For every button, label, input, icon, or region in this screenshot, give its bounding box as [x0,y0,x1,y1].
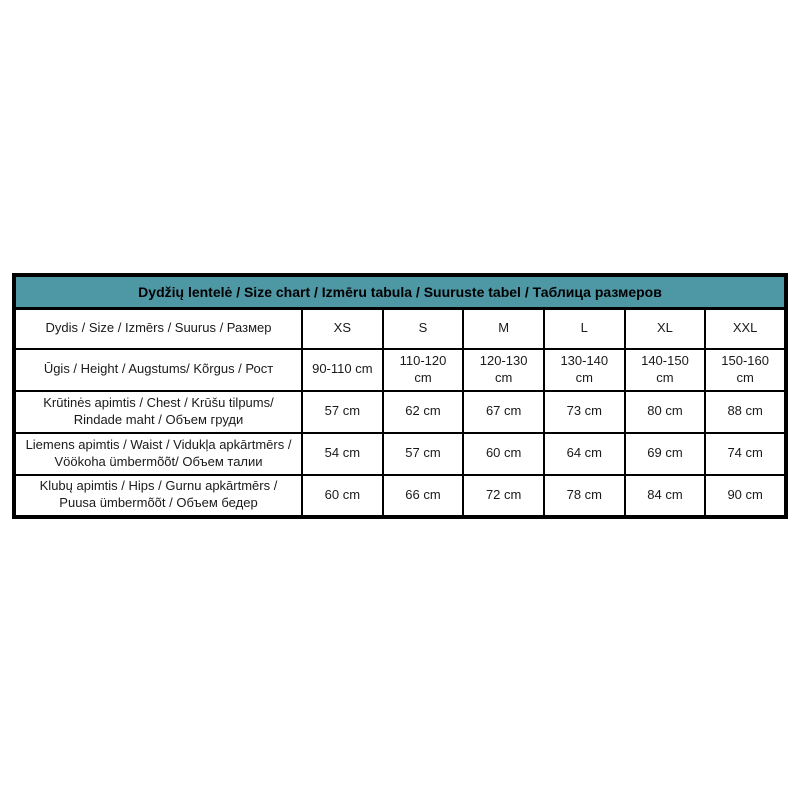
row-label-hips: Klubų apimtis / Hips / Gurnu apkārtmērs / Puusa ümbermõõt / Объем бедер [14,475,302,517]
row-label-height: Ūgis / Height / Augstums/ Kõrgus / Рост [14,349,302,391]
value-cell: 78 cm [544,475,625,517]
table-row-hips [14,475,786,517]
size-cell-xs: XS [302,309,383,349]
value-cell: 140-150 cm [625,349,706,391]
size-cell-xxl: XXL [705,309,786,349]
size-cell-xl: XL [625,309,706,349]
table-row-sizes [14,309,786,349]
value-cell: 69 cm [625,433,706,475]
value-cell: 74 cm [705,433,786,475]
size-chart [12,273,788,519]
table-row-waist [14,433,786,475]
size-cell-m: M [463,309,544,349]
value-cell: 54 cm [302,433,383,475]
value-cell: 62 cm [383,391,464,433]
size-cell-l: L [544,309,625,349]
value-cell: 67 cm [463,391,544,433]
table-row-chest [14,391,786,433]
value-cell: 110-120 cm [383,349,464,391]
value-cell: 57 cm [383,433,464,475]
table-title-row [14,275,786,309]
value-cell: 80 cm [625,391,706,433]
row-label-size: Dydis / Size / Izmērs / Suurus / Размер [14,309,302,349]
value-cell: 120-130 cm [463,349,544,391]
value-cell: 72 cm [463,475,544,517]
size-chart-table [12,273,788,519]
row-label-chest: Krūtinės apimtis / Chest / Krūšu tilpums/ Rindade maht / Объем груди [14,391,302,433]
value-cell: 84 cm [625,475,706,517]
value-cell: 130-140 cm [544,349,625,391]
value-cell: 64 cm [544,433,625,475]
value-cell: 60 cm [302,475,383,517]
value-cell: 73 cm [544,391,625,433]
value-cell: 57 cm [302,391,383,433]
value-cell: 150-160 cm [705,349,786,391]
value-cell: 90-110 cm [302,349,383,391]
size-cell-s: S [383,309,464,349]
table-title: Dydžių lentelė / Size chart / Izmēru tabula / Suuruste tabel / Таблица размеров [14,275,786,309]
value-cell: 66 cm [383,475,464,517]
value-cell: 90 cm [705,475,786,517]
table-row-height [14,349,786,391]
value-cell: 60 cm [463,433,544,475]
value-cell: 88 cm [705,391,786,433]
row-label-waist: Liemens apimtis / Waist / Vidukļa apkārtmērs / Vöökoha ümbermõõt/ Объем талии [14,433,302,475]
